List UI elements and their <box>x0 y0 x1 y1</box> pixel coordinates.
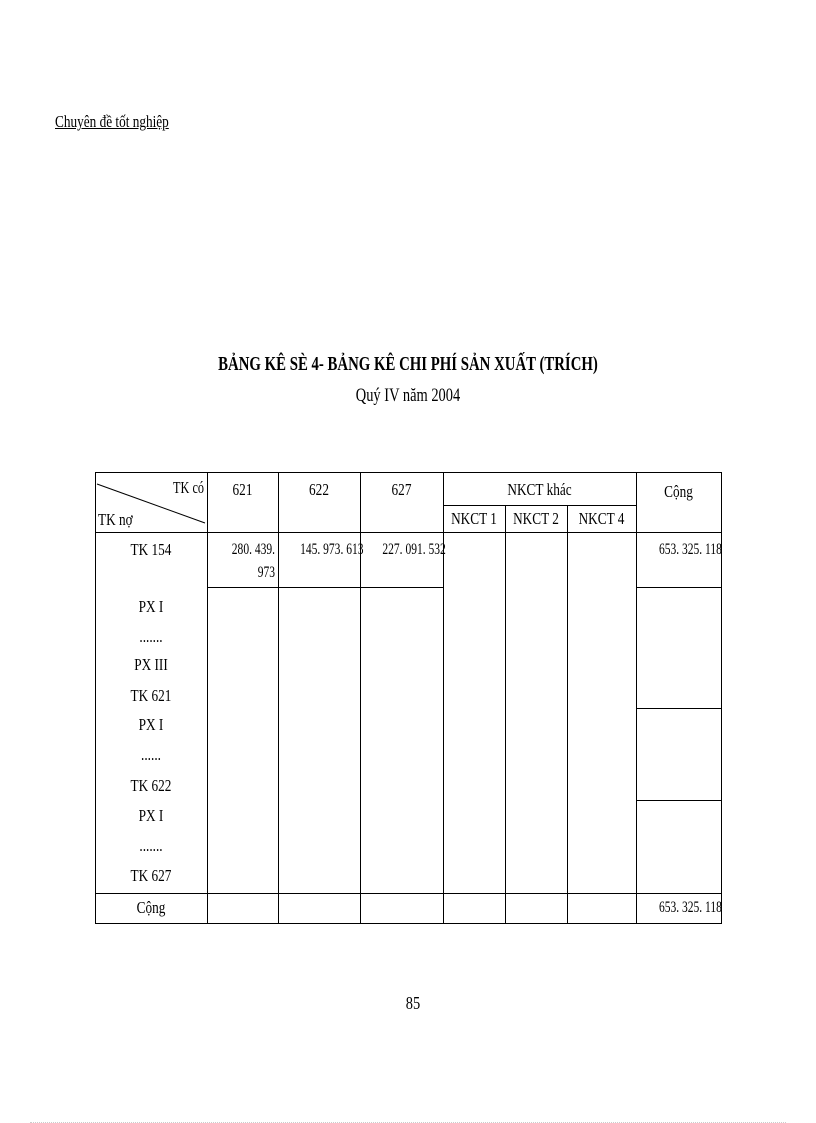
row-divider-tk154 <box>207 587 443 588</box>
row-label: ....... <box>139 836 163 855</box>
cell-tk154-621-line2: 973 <box>257 564 275 581</box>
cell-tk154-621-line1: 280. 439. <box>231 541 275 558</box>
total-divider-1 <box>636 587 722 588</box>
group-header-divider <box>443 505 636 506</box>
corner-tk-co: TK có <box>173 478 204 497</box>
total-row-label: Cộng <box>136 898 166 917</box>
total-divider-2 <box>636 708 722 709</box>
header-bottom-line <box>95 532 722 533</box>
col-line-6 <box>567 505 568 923</box>
row-label: PX III <box>134 655 168 674</box>
table-border-bottom <box>95 923 722 924</box>
col-line-5 <box>505 505 506 923</box>
col-header-621: 621 <box>232 480 253 499</box>
cell-tk154-622: 145. 973. 613 <box>300 541 364 558</box>
col-header-nkct2: NKCT 2 <box>513 509 559 528</box>
page-number: 85 <box>405 993 421 1013</box>
col-line-1 <box>207 472 208 923</box>
col-header-nkct4: NKCT 4 <box>578 509 625 528</box>
cell-tk154-total: 653. 325. 118 <box>658 541 722 558</box>
col-line-7 <box>636 472 637 923</box>
corner-tk-no: TK nợ <box>98 510 133 529</box>
col-line-4 <box>443 472 444 923</box>
document-header: Chuyên đề tốt nghiệp <box>55 112 169 131</box>
col-header-total: Cộng <box>664 482 693 501</box>
row-label: PX I <box>138 597 164 616</box>
col-line-3 <box>360 472 361 923</box>
row-label-tk154: TK 154 <box>130 540 172 559</box>
total-divider-3 <box>636 800 722 801</box>
col-line-2 <box>278 472 279 923</box>
table-border-right <box>721 472 722 923</box>
col-header-627: 627 <box>391 480 412 499</box>
row-label: TK 621 <box>130 686 172 705</box>
row-label: PX I <box>138 715 164 734</box>
cell-tk154-627: 227. 091. 532 <box>382 541 446 558</box>
row-label: TK 622 <box>130 776 172 795</box>
table-border-left <box>95 472 96 923</box>
table-title: BẢNG KÊ SÈ 4- BẢNG KÊ CHI PHÍ SẢN XUẤT (TRÍCH) <box>218 353 598 375</box>
group-header-nkct: NKCT khác <box>507 480 572 499</box>
row-label: ....... <box>139 627 163 646</box>
row-label: ...... <box>141 745 161 764</box>
table-subtitle: Quý IV năm 2004 <box>355 385 461 406</box>
total-row-top-line <box>95 893 722 894</box>
col-header-nkct1: NKCT 1 <box>451 509 497 528</box>
row-label: TK 627 <box>130 866 172 885</box>
row-label: PX I <box>138 806 164 825</box>
col-header-622: 622 <box>309 480 329 499</box>
total-row-value: 653. 325. 118 <box>658 899 722 916</box>
